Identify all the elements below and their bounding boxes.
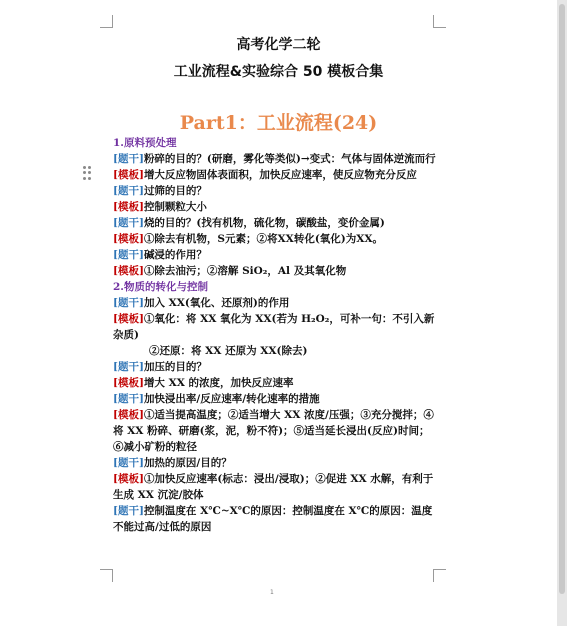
template-line [113,167,438,183]
section-heading: 1.原料预处理 [113,137,177,149]
question-tag: [题干] [113,393,144,405]
template-line [113,231,438,247]
template-line [113,375,438,391]
template-tag: [模板] [113,409,144,421]
template-line [113,471,438,503]
doc-title-line1: 高考化学二轮 [236,37,321,53]
question-line [113,295,438,311]
template-tag: [模板] [113,377,144,389]
question-text: 烧的目的？(找有机物，硫化物，碳酸盐，变价金属) [143,217,385,229]
question-line [113,359,438,375]
template-text: ①除去有机物，S元素；②将XX转化(氧化)为XX。 [143,233,384,245]
question-tag: [题干] [113,457,144,469]
template-text: 增大 XX 的浓度，加快反应速率 [143,377,294,389]
template-text: 增大反应物固体表面积，加快反应速率，使反应物充分反应 [143,169,417,181]
template-line [113,199,438,215]
crop-mark-top-right [433,15,446,28]
template-line [113,311,438,343]
template-tag: [模板] [113,473,144,485]
template-line [113,407,438,455]
question-tag: [题干] [113,361,144,373]
question-line [113,183,438,199]
question-line [113,247,438,263]
question-text: 碱浸的作用？ [143,249,207,261]
question-text: 加压的目的？ [143,361,207,373]
part-heading: Part1：工业流程(24) [179,112,378,134]
question-line [113,503,438,535]
template-text: ①适当提高温度；②适当增大 XX 浓度/压强；③充分搅拌；④将 XX 粉碎、研磨(浆，泥，粉不符)；⑤适当延长浸出(反应)时间；⑥减小矿粉的粒径 [113,409,434,453]
template-tag: [模板] [113,169,144,181]
crop-mark-bottom-left [100,569,113,582]
question-line [113,391,438,407]
question-text: 粉碎的目的？(研磨，雾化等类似)→变式：气体与固体逆流而行 [143,153,436,165]
question-tag: [题干] [113,153,144,165]
question-line [113,455,438,471]
vertical-scrollbar[interactable] [557,0,567,626]
template-line [113,263,438,279]
question-text: 加热的原因/目的？ [143,457,232,469]
crop-mark-bottom-right [433,569,446,582]
question-text: 过筛的目的？ [143,185,207,197]
drag-handle-icon[interactable] [83,166,91,180]
question-tag: [题干] [113,185,144,197]
template-tag: [模板] [113,233,144,245]
template-tag: [模板] [113,201,144,213]
template-continuation: ②还原：将 XX 还原为 XX(除去) [149,345,308,357]
question-text: 控制温度在 X℃~X℃的原因：控制温度在 X℃的原因：温度不能过高/过低的原因 [113,505,433,533]
template-text: ①氧化：将 XX 氧化为 XX(若为 H₂O₂，可补一句：不引入新杂质) [113,313,435,341]
question-tag: [题干] [113,217,144,229]
template-text: ①除去油污；②溶解 SiO₂，Al 及其氧化物 [143,265,347,277]
question-text: 加入 XX(氧化、还原剂)的作用 [143,297,290,309]
question-tag: [题干] [113,505,144,517]
document-body [113,135,438,535]
question-tag: [题干] [113,297,144,309]
question-tag: [题干] [113,249,144,261]
crop-mark-top-left [100,15,113,28]
template-tag: [模板] [113,265,144,277]
question-line [113,215,438,231]
template-text: 控制颗粒大小 [143,201,207,213]
template-tag: [模板] [113,313,144,325]
template-text: ①加快反应速率(标志：浸出/浸取)；②促进 XX 水解，有利于生成 XX 沉淀/胶体 [113,473,434,501]
scrollbar-thumb[interactable] [559,4,565,594]
question-text: 加快浸出率/反应速率/转化速率的措施 [143,393,320,405]
question-line [113,151,438,167]
doc-title-line2: 工业流程&实验综合 50 模板合集 [173,64,384,80]
page-number: 1 [270,589,274,596]
section-heading: 2.物质的转化与控制 [113,281,208,293]
